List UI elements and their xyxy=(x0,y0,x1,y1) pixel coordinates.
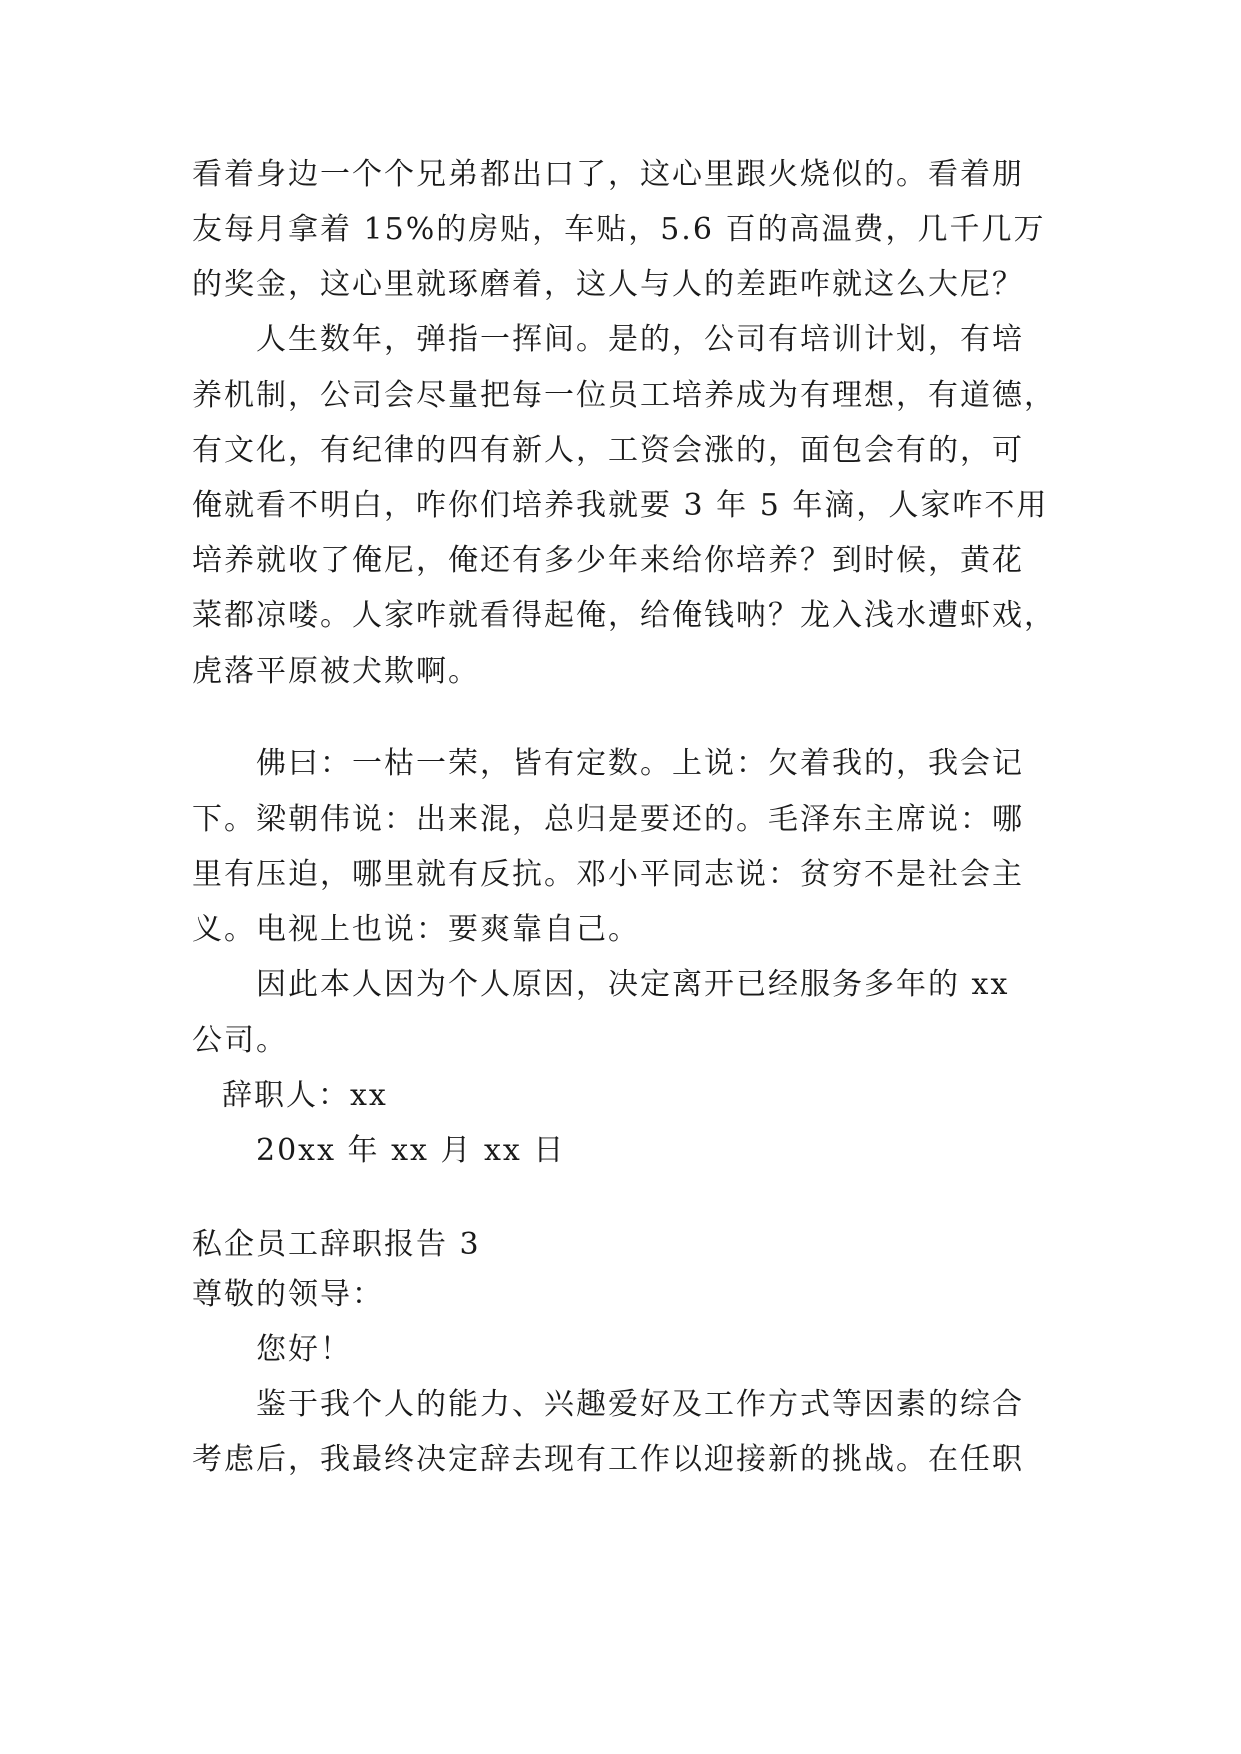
paragraph-line: 义。电视上也说：要爽靠自己。 xyxy=(192,912,640,947)
salutation: 尊敬的领导： xyxy=(192,1277,384,1312)
signature-name: 辞职人：xx xyxy=(222,1078,388,1113)
paragraph-line: 培养就收了俺尼，俺还有多少年来给你培养？到时候，黄花 xyxy=(192,543,1024,578)
paragraph-line: 俺就看不明白，咋你们培养我就要 3 年 5 年滴，人家咋不用 xyxy=(192,488,1049,523)
paragraph-line: 鉴于我个人的能力、兴趣爱好及工作方式等因素的综合 xyxy=(256,1387,1024,1422)
paragraph-line: 菜都凉喽。人家咋就看得起俺，给俺钱呐？龙入浅水遭虾戏， xyxy=(192,598,1056,633)
signature-date: 20xx 年 xx 月 xx 日 xyxy=(256,1133,566,1168)
paragraph-line: 考虑后，我最终决定辞去现有工作以迎接新的挑战。在任职 xyxy=(192,1442,1024,1477)
paragraph-line: 养机制，公司会尽量把每一位员工培养成为有理想，有道德， xyxy=(192,378,1056,413)
paragraph-line: 下。梁朝伟说：出来混，总归是要还的。毛泽东主席说：哪 xyxy=(192,802,1024,837)
paragraph-line: 公司。 xyxy=(192,1023,288,1058)
paragraph-line: 佛曰：一枯一荣，皆有定数。上说：欠着我的，我会记 xyxy=(256,746,1024,781)
paragraph-line: 虎落平原被犬欺啊。 xyxy=(192,654,480,689)
paragraph-line: 看着身边一个个兄弟都出口了，这心里跟火烧似的。看着朋 xyxy=(192,157,1024,192)
paragraph-line: 里有压迫，哪里就有反抗。邓小平同志说：贫穷不是社会主 xyxy=(192,857,1024,892)
section-heading: 私企员工辞职报告 3 xyxy=(192,1227,481,1262)
paragraph-line: 有文化，有纪律的四有新人，工资会涨的，面包会有的，可 xyxy=(192,433,1024,468)
paragraph-line: 的奖金，这心里就琢磨着，这人与人的差距咋就这么大尼？ xyxy=(192,267,1024,302)
greeting: 您好！ xyxy=(256,1332,352,1367)
paragraph-line: 人生数年，弹指一挥间。是的，公司有培训计划，有培 xyxy=(256,322,1024,357)
paragraph-line: 因此本人因为个人原因，决定离开已经服务多年的 xx xyxy=(256,967,1010,1002)
paragraph-line: 友每月拿着 15%的房贴，车贴，5.6 百的高温费，几千几万 xyxy=(192,212,1046,247)
